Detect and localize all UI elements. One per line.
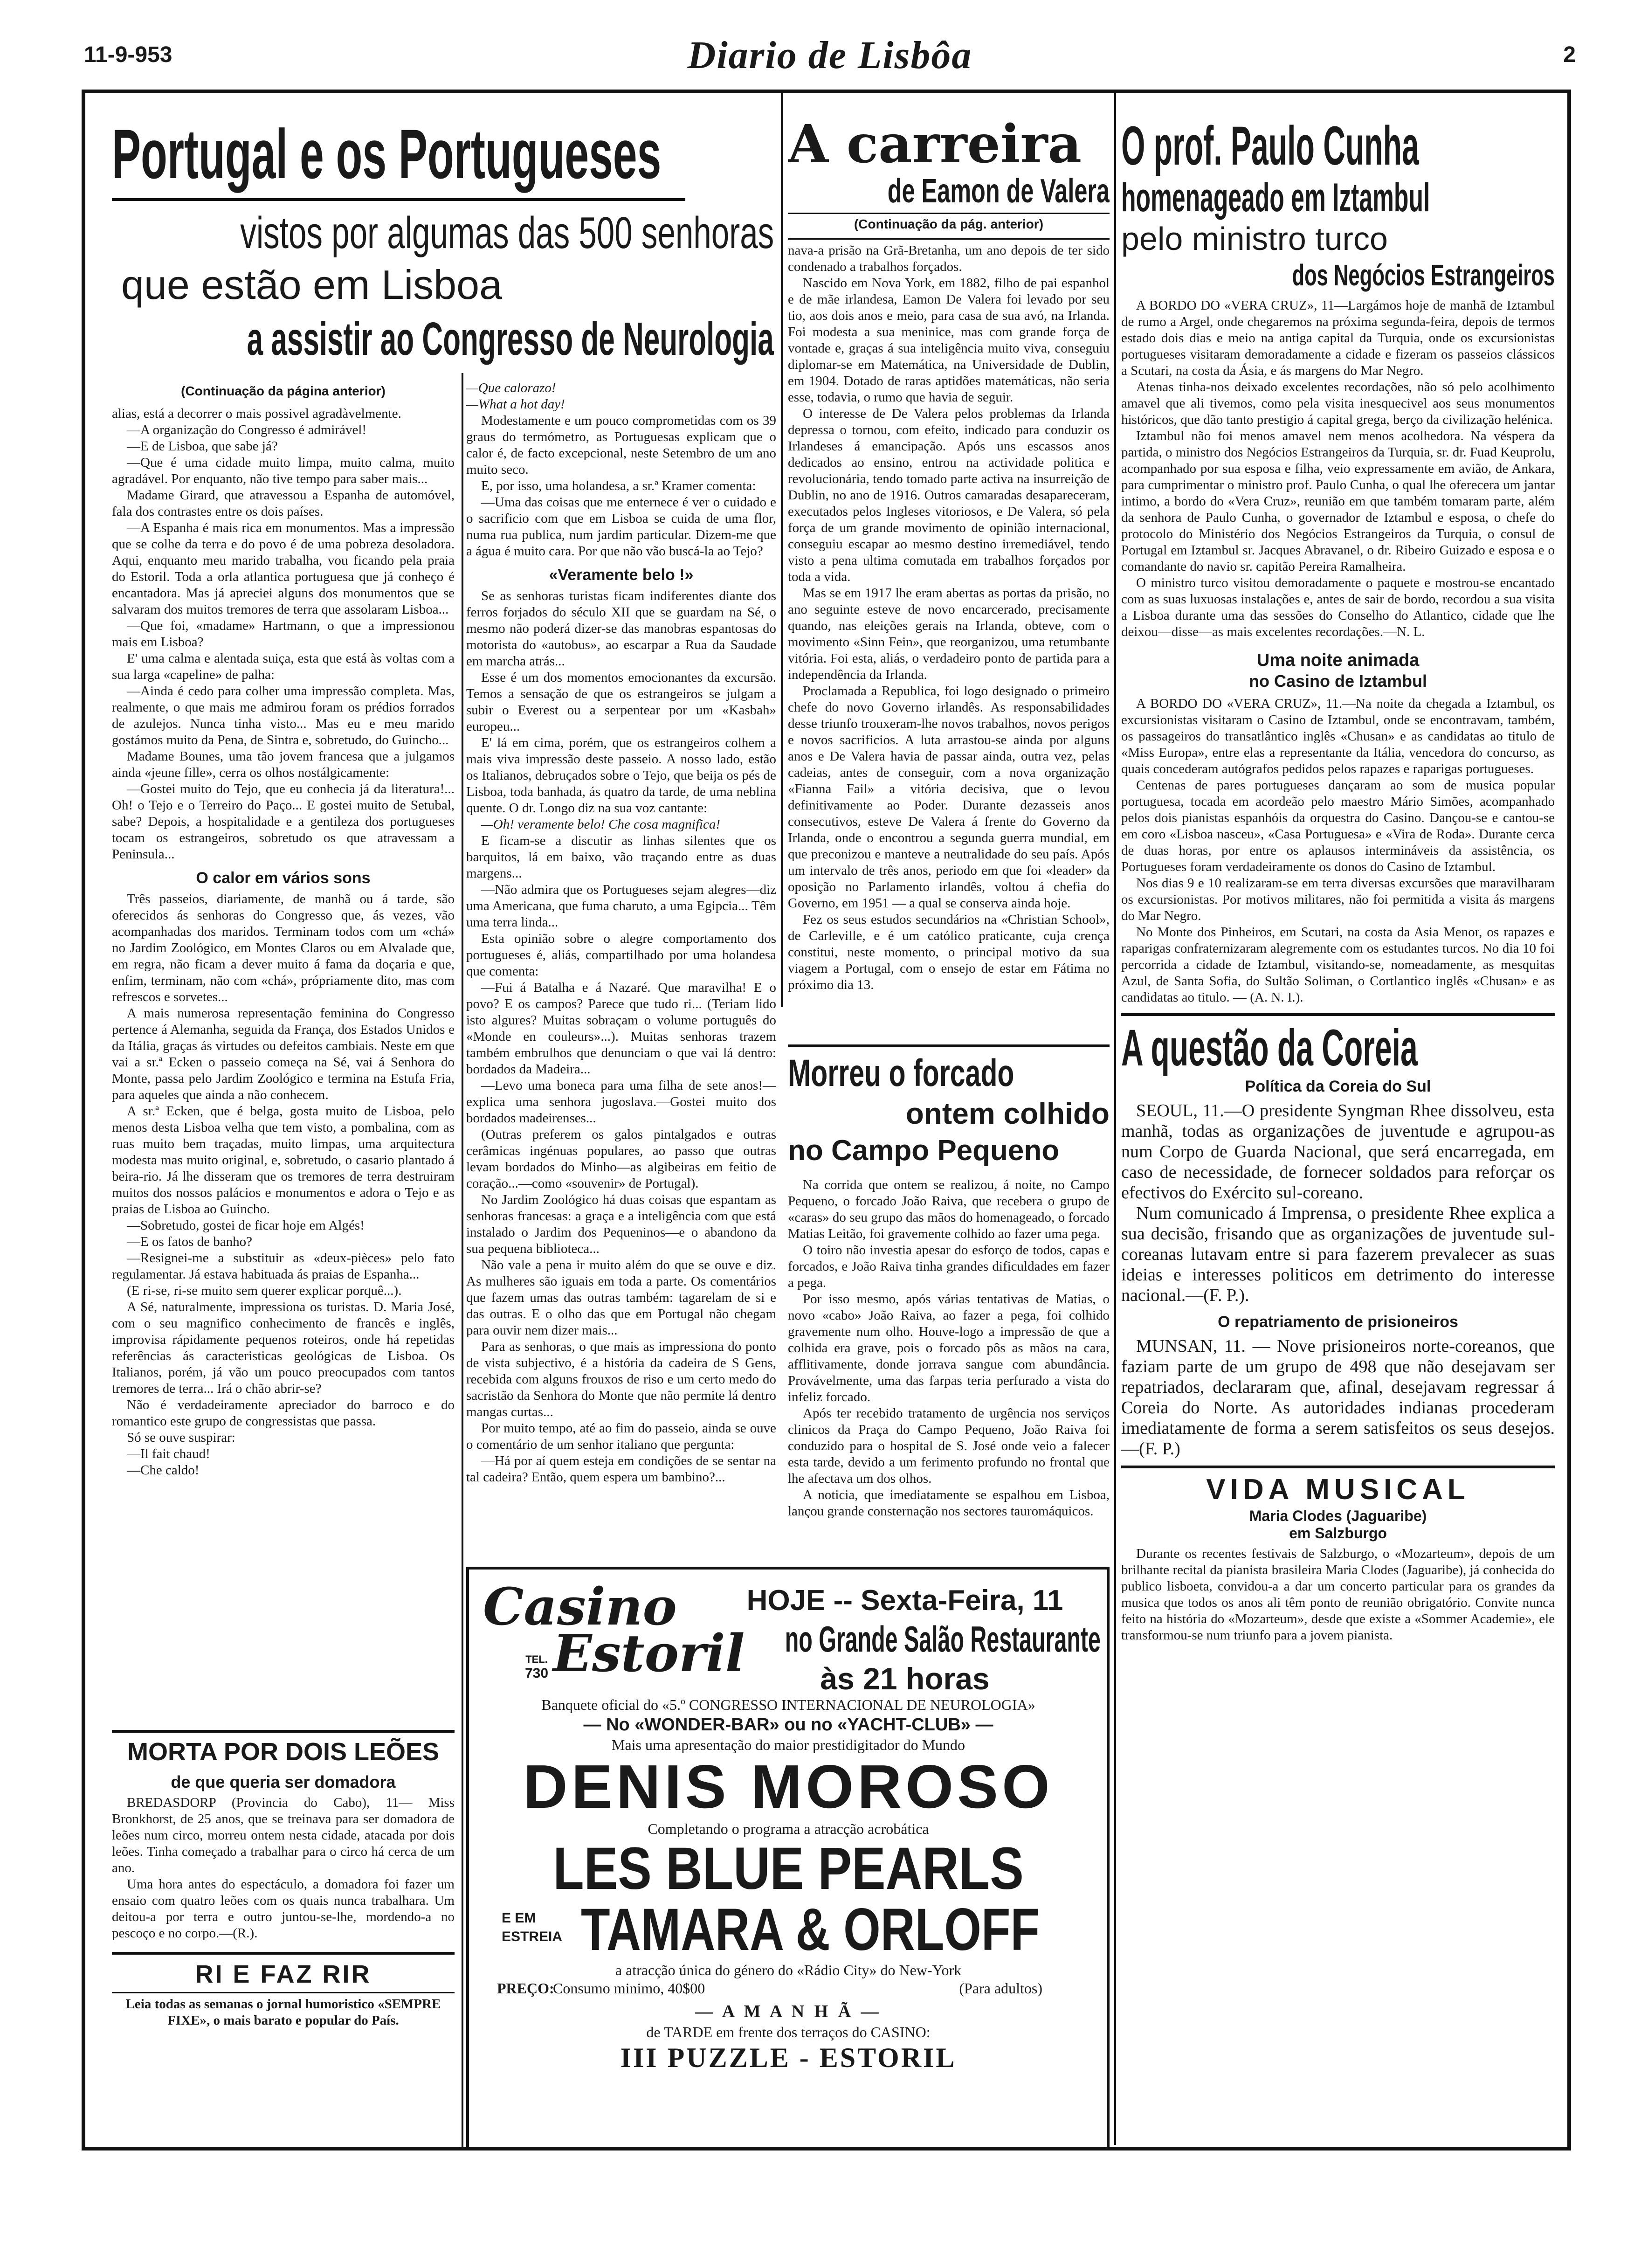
paragraph: A BORDO DO «VERA CRUZ», 11.—Na noite da chegada a Iztambul, os excursionistas visitaram o Casino de Iztambul, onde se encontravam, também, os passageiros do transatlântico inglês «Chusan» e as candidatas ao titulo de «Miss Europa», entre elas a representante da Itália, vencedora do concurso, as quais concederam autógrafos pedidos pelos rapazes e raparigas portugueses. <box>1121 696 1555 776</box>
paragraph: —Gostei muito do Tejo, que eu conhecia já da literatura!... Oh! o Tejo e o Terreiro do Paço... E gostei muito de Setubal, sabe? Depois, a hospitalidade e a gentileza dos portugueses tocam os estrangeiros, sobretudo os que atravessam a Peninsula... <box>112 781 455 862</box>
tomorrow-line: — A M A N H Ã — <box>695 2002 882 2021</box>
paragraph: Modestamente e um pouco comprometidas com os 39 graus do termómetro, as Portuguesas explicam que o calor é, de facto excepcional, neste Setembro de um ano muito seco. <box>466 413 776 477</box>
cunha-headline-3: pelo ministro turco <box>1121 221 1388 257</box>
divider <box>112 1952 455 1955</box>
paragraph: —Che caldo! <box>127 1463 200 1478</box>
paragraph: O interesse de De Valera pelos problemas da Irlanda depressa o tornou, com efeito, indicado para conduzir os Irlandeses á emancipação. Após uns escassos anos dedicados ao ensino, entrou na actividade politica e revolucionária, tendo tomado parte activa na insurreição de Dublin, no ano de 1916. Outros camaradas desapareceram, executados pelos Ingleses vitoriosos, e De Valera, só pela força de um grande movimento de opinião internacional, conseguiu escapar ao mesmo destino irremediável, tendo visto a pena ultima comutada em trabalhos forçados por toda a vida. <box>788 406 1110 584</box>
repatriamento-subhead: O repatriamento de prisioneiros <box>1218 1313 1458 1331</box>
cunha-headline-1: O prof. Paulo Cunha <box>1121 117 1419 177</box>
act-blue-pearls: LES BLUE PEARLS <box>553 1835 1024 1902</box>
paragraph: (E ri-se, ri-se muito sem querer explicar porquê...). <box>127 1283 402 1298</box>
headline-rule <box>112 198 685 201</box>
section-subhead: O calor em vários sons <box>196 869 371 887</box>
paragraph: BREDASDORP (Provincia do Cabo), 11— Miss Bronkhorst, de 25 anos, que se treinava para ser domadora de leões num circo, morreu ontem nesta cidade, atacada por dois leões. Tinha começado a trabalhar para o circo há cerca de um ano. <box>112 1795 455 1875</box>
paragraph: alias, está a decorrer o mais possivel agradàvelmente. <box>112 406 401 421</box>
ad-program <box>478 1695 1098 2074</box>
paragraph: —Há por aí quem esteja em condições de se sentar na tal cadeira? Então, quem espera um bambino?... <box>466 1453 776 1485</box>
paragraph: —A Espanha é mais rica em monumentos. Mas a impressão que se colhe da terra e do povo é de uma pobreza desoladora. Aqui, enquanto meu marido trabalha, vou ficando pela praia do Estoril. Toda a orla atlantica portuguesa que já conheço é encantadora. Mas já apreciei alguns dos monumentos que se salvaram dos muitos tremores de terra que assolaram Lisboa... <box>112 520 455 617</box>
forcado-headline-3: no Campo Pequeno <box>788 1134 1060 1167</box>
paragraph: Madame Bounes, uma tão jovem francesa que a julgamos ainda «jeune fille», cerra os olhos nostálgicamente: <box>112 749 455 780</box>
paragraph: —Resignei-me a substituir as «deux-pièces» pelo fato regulamentar. Já estava habituada ás praias de Espanha... <box>112 1251 455 1282</box>
telephone-label: TEL. <box>525 1653 548 1665</box>
paragraph: No Monte dos Pinheiros, em Scutari, na costa da Asia Menor, os rapazes e raparigas confraternizaram alegremente com os estudantes turcos. No dia 10 foi percorrida a cidade de Iztambul, visitando-se, nomeadamente, as mesquitas Azul, de Santa Sofia, do Sultão Soliman, o Cortlantico inglês «Chusan» e as candidatas ao titulo. — (A. N. I.). <box>1121 925 1555 1005</box>
price-value: Consumo minimo, 40$00 <box>553 1980 705 1997</box>
adults-only: (Para adultos) <box>959 1980 1042 1997</box>
paragraph: E, por isso, uma holandesa, a sr.ª Kramer comenta: <box>481 478 756 493</box>
portugal-headline-block <box>112 117 774 378</box>
vida-headline: VIDA MUSICAL <box>1206 1473 1470 1506</box>
forcado-headline-2: ontem colhido <box>905 1097 1110 1130</box>
tomorrow-location: de TARDE em frente dos terraços do CASINO: <box>646 2024 931 2040</box>
radio-city-line: a atracção única do género do «Rádio City» do New-York <box>615 1962 962 1978</box>
paragraph: —Uma das coisas que me enternece é ver o cuidado e o sacrificio com que em Lisboa se cuida de uma flor, numa rua publica, num jardim particular. Dizem-me que a água é muito cara. Por que não vão buscá-la ao Tejo? <box>466 495 776 559</box>
paragraph: Só se ouve suspirar: <box>127 1430 235 1445</box>
paragraph: A noticia, que imediatamente se espalhou em Lisboa, lançou grande consternação nos sectores tauromáquicos. <box>788 1487 1110 1519</box>
paragraph: (Outras preferem os galos pintalgados e outras cerâmicas ingénuas populares, ao passo que outras levam bordados do Minho—as algibeiras em feitio de coração...—como «souvenir» de Portugal). <box>466 1127 776 1191</box>
coreia-headline: A questão da Coreia <box>1121 1019 1418 1077</box>
paragraph: Após ter recebido tratamento de urgência nos serviços clinicos da Praça do Campo Pequeno, João Raiva foi conduzido para o hospital de S. José onde veio a falecer esta tarde, devido a um ferimento profundo no frontal que lhe afectava um dos olhos. <box>788 1406 1110 1486</box>
paragraph: A mais numerosa representação feminina do Congresso pertence á Alemanha, seguida da França, dos Estados Unidos e da Itália, graças ás virtudes ou defeitos cambiais. Neste em que vai a sr.ª Ecken o passeio começa na Sé, vai á Senhora do Monte, passa pelo Jardim Zoológico e termina na Estufa Fria, para aqueles que ainda a não conhecem. <box>112 1006 455 1102</box>
event-venue: no Grande Salão Restaurante <box>785 1618 1101 1660</box>
paragraph: Esta opinião sobre o alegre comportamento dos portugueses é, aliás, compartilhado por uma holandesa que comenta: <box>466 931 776 979</box>
paragraph: SEOUL, 11.—O presidente Syngman Rhee dissolveu, esta manhã, todas as organizações de juventude e agrupou-as num Corpo de Guarda Nacional, que será encarregada, em caso de necessidade, de fornecer soldados para reforçar os efectivos do Exército sul-coreano. <box>1121 1101 1555 1203</box>
headliner-name: DENIS MOROSO <box>523 1752 1054 1821</box>
portugal-headline: Portugal e os Portugueses <box>112 117 662 193</box>
forcado-article <box>788 1040 1110 1562</box>
divider <box>1121 1013 1555 1016</box>
paragraph: —Sobretudo, gostei de ficar hoje em Algés! <box>127 1218 365 1233</box>
section-subhead: «Veramente belo !» <box>549 566 694 584</box>
continuation-note: (Continuação da pág. anterior) <box>854 217 1044 231</box>
cunha-headline-4: dos Negócios Estrangeiros <box>1292 258 1555 292</box>
cunha-headline-2: homenageado em Iztambul <box>1121 175 1430 220</box>
col4 <box>1121 117 1555 2145</box>
paragraph: —Ainda é cedo para colher uma impressão completa. Mas, realmente, o que mais me admirou foram os prédios forrados de azulejos. Nunca tinha visto... Mas eu e meu marido gostámos muito da Pena, de Sintra e, sobretudo, do Guincho... <box>112 684 455 747</box>
portugal-subhead-2: que estão em Lisboa <box>121 262 503 308</box>
paragraph: Uma hora antes do espectáculo, a domadora foi fazer um ensaio com quatro leões com os quais nunca trabalhara. Um deitou-a por terra e outro juntou-se-lhe, mordendo-a no pescoço e no corpo.—(R.). <box>112 1877 455 1941</box>
paragraph: Por muito tempo, até ao fim do passeio, ainda se ouve o comentário de um senhor italiano que pergunta: <box>466 1421 776 1452</box>
paragraph: Num comunicado á Imprensa, o presidente Rhee explica a sua decisão, frisando que as organizações de juventude sul-coreanas lutavam entre si para fazerem prevalecer as suas ideias e interesses politicos em detrimento do interesse nacional.—(F. P.). <box>1121 1203 1555 1305</box>
valera-headline-1: A carreira <box>788 117 1082 175</box>
paragraph: A sr.ª Ecken, que é belga, gosta muito de Lisboa, pelo menos desta Lisboa velha que tem visto, a pombalina, com as ruas muito bem traçadas, muito limpas, uma arquitectura modesta mas muito original, e, sobretudo, o casario plantado á beira-rio. Já lhe disseram que os tremores de terra destruiram muitos dos nossos palácios e monumentos e adora o Tejo e as praias de Lisboa ao Guincho. <box>112 1104 455 1217</box>
paragraph: Por isso mesmo, após várias tentativas de Matias, o novo «cabo» João Raiva, ao fazer a pega, foi colhido gravemente num olho. Houve-logo a impressão de que a colhida era grave, pois o forcado pôs as mãos na cara, afflitivamente, donde jorrava sangue com abundância. Provávelmente, uma das farpas teria perfurado a vista do infeliz forcado. <box>788 1292 1110 1404</box>
paragraph: Mas se em 1917 lhe eram abertas as portas da prisão, no ano seguinte esteve de novo encarcerado, precisamente quando, nas eleições gerais na Irlanda, obteve, com o movimento «Sinn Fein», que reorganizou, uma retumbante vitória. Foi esta, aliás, o verdadeiro ponto de partida para a independência da Irlanda. <box>788 586 1110 682</box>
coreia-subhead: Política da Coreia do Sul <box>1245 1078 1431 1095</box>
rir-headline: RI E FAZ RIR <box>195 1960 372 1988</box>
paragraph: —E de Lisboa, que sabe já? <box>127 439 278 454</box>
paragraph: nava-a prisão na Grã-Bretanha, um ano depois de ter sido condenado a trabalhos forçados. <box>788 243 1110 274</box>
morta-subhead: de que queria ser domadora <box>171 1772 396 1791</box>
paragraph: E' lá em cima, porém, que os estrangeiros colhem a mais viva impressão deste passeio. A nosso lado, estão os Italianos, debruçados sobre o Tejo, que beija os pés de Lisboa, toda banhada, ás quatro da tarde, de uma neblina quente. O dr. Longo diz na sua voz cantante: <box>466 735 776 816</box>
telephone-number: 730 <box>525 1666 549 1681</box>
column-rule <box>1114 93 1116 2145</box>
price-label: PREÇO: <box>497 1980 554 1997</box>
noite-subhead: no Casino de Iztambul <box>1248 671 1427 691</box>
paragraph: —Fui á Batalha e á Nazaré. Que maravilha! E o povo? E os campos? Parece que tudo ri... (Teriam lido isto algures? Muitas sobraçam o volume português do «Monde en couleurs»...). Muitas senhoras trazem também embrulhos que denunciam o que vai lá dentro: bordados da Madeira... <box>466 980 776 1077</box>
paragraph: Não é verdadeiramente apreciador do barroco e do romantico este grupo de congressistas que passa. <box>112 1397 455 1429</box>
paragraph: —Que é uma cidade muito limpa, muito calma, muito agradável. Por enquanto, não tive tempo para saber mais... <box>112 455 455 486</box>
divider <box>1121 1466 1555 1468</box>
paragraph: —Não admira que os Portugueses sejam alegres—diz uma Americana, que fuma charuto, a uma Egipcia... Têm uma terra linda... <box>466 882 776 930</box>
paragraph: Três passeios, diariamente, de manhã ou á tarde, são oferecidos ás senhoras do Congresso que, ás vezes, vão acompanhadas dos maridos. Terminam todos com um «chá» no Jardim Zoológico, em Montes Claros ou em Alvalade que, em regra, não ficam a dever muito á fama da doçaria e que, enfim, terminam, não com «chá», própriamente dito, mas com refrescos e sorvetes... <box>112 892 455 1004</box>
logo-casino: Casino <box>483 1577 677 1637</box>
paragraph: Fez os seus estudos secundários na «Christian School», de Carleville, e é um católico praticante, cuja crença constitui, neste momento, o principal motivo da sua viagem a Portugal, com o ensejo de estar em Fátima no próximo dia 13. <box>788 912 1110 992</box>
acrobatic-line: Completando o programa a atracção acrobática <box>648 1820 929 1837</box>
paragraph: Esse é um dos momentos emocionantes da excursão. Temos a sensação de que os estrangeiros se julgam a subir o Everest ou a serpentear por um «Kasbah» europeu... <box>466 670 776 734</box>
portugal-article-col2 <box>466 380 776 1564</box>
price-line <box>478 1980 1098 2000</box>
logo-estoril: Estoril <box>553 1623 745 1683</box>
paragraph: E' uma calma e alentada suiça, esta que está às voltas com a sua larga «capeline» de palha: <box>112 651 455 682</box>
paragraph: —What a hot day! <box>466 397 565 412</box>
paragraph: Nascido em Nova York, em 1882, filho de pai espanhol e de mãe irlandesa, Eamon De Valera foi levado por seu tio, aos dois anos e meio, para casa de sua avó, na Irlanda. Foi modesta a sua meninice, mas com grande força de vontade e, graças á sua inteligência muito viva, conseguiu diplomar-se em Matemática, na Universidade de Dublin, em 1904. Dotado de raras aptidões matemáticas, não seria esse, todavia, o rumo que havia de seguir. <box>788 276 1110 405</box>
paragraph: O toiro não investia apesar do esforço de todos, capas e forcados, e João Raiva tinha grandes dificuldades em fazer a pega. <box>788 1243 1110 1290</box>
event-time: às 21 horas <box>820 1661 990 1696</box>
paragraph: —Levo uma boneca para uma filha de sete anos!—explica uma senhora jugoslava.—Gostei muito dos bordados madeirenses... <box>466 1078 776 1126</box>
paragraph: Centenas de pares portugueses dançaram ao som de musica popular portuguesa, tocada em acordeão pelo maestro Mário Simões, acompanhado pelos dois pianistas espanhóis da orquestra do Casino. Dançou-se e cantou-se em coro «Lisboa nasceu», «Casa Portuguesa» e «Vira de Roda». Durante cerca de duas horas, por entre os aplausos intermináveis da assistência, os Portugueses foram verdadeiramente os donos do Casino de Iztambul. <box>1121 778 1555 874</box>
divider <box>788 238 1110 240</box>
divider <box>112 1992 455 1993</box>
casino-estoril-advertisement <box>466 1567 1110 2150</box>
premiere-label-2: ESTREIA <box>502 1929 563 1944</box>
paragraph: MUNSAN, 11. — Nove prisioneiros norte-coreanos, que faziam parte de um grupo de 498 que não desejavam ser repatriados, declararam que, afinal, desejavam regressar á Coreia do Norte. As autoridades indianas procederam imediatamente de forma a serem satisfeitos os seus desejos.—(F. P.) <box>1121 1336 1555 1459</box>
paragraph: Proclamada a Republica, foi logo designado o primeiro chefe do novo Governo irlandês. As responsabilidades desse triunfo trouxeram-lhe novos trabalhos, novos perigos e novos sacrificios. A luta arrastou-se ainda por alguns anos e De Valera havia de passar ainda, outra vez, pelas cadeias, antes de conseguir, com a nova organização «Fianna Fail» a vitória decisiva, que o levou definitivamente ao Poder. Durante dezasseis anos consecutivos, esteve De Valera á frente do Governo da Irlanda, onde o encontrou a segunda guerra mundial, em que preconizou e manteve a neutralidade do seu país. Após um intervalo de três anos, periodo em que foi «leader» da oposição no Parlamento irlandês, voltou á chefia do Governo, em 1951 — a qual se conserva ainda hoje. <box>788 684 1110 911</box>
puzzle-estoril: III PUZZLE - ESTORIL <box>620 2042 957 2073</box>
column-rule <box>781 93 783 1007</box>
paragraph: Na corrida que ontem se realizou, á noite, no Campo Pequeno, o forcado João Raiva, que recebera o grupo de «caras» do seu grupo das mãos do homenageado, o forcado Matias Leitão, foi gravemente colhido ao fazer uma pega. <box>788 1177 1110 1241</box>
paragraph: Não vale a pena ir muito além do que se ouve e diz. As mulheres são iguais em toda a parte. Os comentários que fazem umas das outras também: tagarelam de si e das outras. E o olho das que em Portugal não chegam para ouvir nem dizer mais... <box>466 1258 776 1338</box>
event-date: HOJE -- Sexta-Feira, 11 <box>746 1584 1063 1617</box>
paragraph: Se as senhoras turistas ficam indiferentes diante dos ferros forjados do século XII que se guardam na Sé, o mesmo não poderá dizer-se das manobras espantosas do motorista do «autobus», ao escarpar a Rua da Saudade em marcha atrás... <box>466 588 776 669</box>
portugal-subhead-1: vistos por algumas das 500 senhoras <box>240 208 774 258</box>
continuation-note: (Continuação da página anterior) <box>181 384 386 398</box>
paragraph: —E os fatos de banho? <box>127 1234 252 1249</box>
morta-headline: MORTA POR DOIS LEÕES <box>127 1738 440 1766</box>
bars-line: — No «WONDER-BAR» ou no «YACHT-CLUB» — <box>583 1715 993 1735</box>
paragraph: E ficam-se a discutir as linhas silentes que os barquitos, lá em baixo, vão traçando entre as duas margens... <box>466 833 776 881</box>
paragraph: Madame Girard, que atravessou a Espanha de automóvel, fala dos contrastes entre os dois países. <box>112 488 455 519</box>
casino-logo <box>483 1577 745 1691</box>
masthead <box>84 33 1576 89</box>
newspaper-title: Diario de Lisbôa <box>687 34 972 77</box>
paragraph: Iztambul não foi menos amavel nem menos acolhedora. Na véspera da partida, o ministro dos Negócios Estrangeiros da Turquia, sr. dr. Fuad Keuprolu, acompanhado por sua esposa e filha, veio expressamente em avião, de Ankara, para cumprimentar o ministro prof. Paulo Cunha, o qual lhe oferecera um jantar intimo, a bordo do «Vera Cruz», reunião em que também tomaram parte, além da senhora de Paulo Cunha, o governador de Iztambul e esposa, o chefe do protocolo do Ministério dos Negócios Estrangeiros da Turquia, o consul de Portugal em Iztambul sr. Jacques Abravanel, o dr. Ribeiro Guizado e esposa e o comandante do navio sr. capitão Pereira Ramalheira. <box>1121 429 1555 574</box>
paragraph: —Que calorazo! <box>466 380 556 395</box>
paragraph: —Que foi, «madame» Hartmann, o que a impressionou mais em Lisboa? <box>112 618 455 650</box>
portugal-article-col1 <box>112 380 455 1723</box>
vida-subhead-1: Maria Clodes (Jaguaribe) <box>1249 1507 1427 1524</box>
telephone <box>525 1653 548 1681</box>
issue-date: 11-9-953 <box>84 42 172 67</box>
premiere-label-1: E EM <box>502 1910 536 1926</box>
forcado-headline-1: Morreu o forcado <box>788 1052 1014 1094</box>
banquet-line: Banquete oficial do «5.º CONGRESSO INTERNACIONAL DE NEUROLOGIA» <box>541 1696 1035 1713</box>
valera-headline-2: de Eamon de Valera <box>887 173 1110 210</box>
portugal-subhead-3: a assistir ao Congresso de Neurologia <box>247 313 774 365</box>
paragraph: Para as senhoras, o que mais as impressiona do ponto de vista subjectivo, é a história da cadeira de S Gens, recebida com alguns frouxos de riso e um certo medo do sacristão da Senhora do Monte que não permite lá dentro mangas curtas... <box>466 1339 776 1419</box>
morta-article <box>112 1725 455 2145</box>
tamara-line <box>478 1896 1098 1963</box>
paragraph: A BORDO DO «VERA CRUZ», 11—Largámos hoje de manhã de Iztambul de rumo a Argel, onde chegaremos na próxima segunda-feira, depois de termos estado dois dias e meio na antiga capital da Turquia, onde os excursionistas portugueses visitaram demoradamente a cidade e fizeram os passeios clássicos a Scutari, na costa da Ásia, e ás margens do Mar Negro. <box>1121 298 1555 378</box>
event-info <box>711 1583 1101 1697</box>
noite-headline: Uma noite animada <box>1256 650 1420 670</box>
paragraph: —Il fait chaud! <box>127 1446 210 1461</box>
column-rule <box>462 373 463 2150</box>
vida-subhead-2: em Salzburgo <box>1289 1525 1387 1542</box>
page-number: 2 <box>1563 42 1576 67</box>
paragraph: Durante os recentes festivais de Salzburgo, o «Mozarteum», depois de um brilhante recital da pianista brasileira Maria Clodes (Jaguaribe), já conhecida do publico lisboeta, convidou-a a dar um concerto particular para os grandes da musica que todos os anos ali têm ponto de reunião obrigatório. Convite nunca feito na história do «Mozarteum», desde que existe a «Sommer Academie», ele transformou-se num triunfo para a jovem pianista. <box>1121 1546 1555 1643</box>
presentation-line: Mais uma apresentação do maior prestidigitador do Mundo <box>611 1736 965 1753</box>
act-tamara-orloff: TAMARA & ORLOFF <box>581 1896 1040 1963</box>
paragraph: Nos dias 9 e 10 realizaram-se em terra diversas excursões que maravilharam os excursionistas. Por motivos militares, não foi permitida a visita ás margens do Mar Negro. <box>1121 876 1555 923</box>
paragraph: A Sé, naturalmente, impressiona os turistas. D. Maria José, com o seu magnifico conhecimento de francês e inglês, improvisa rápidamente pequenos roteiros, onde há repetidas referências ás caracteristicas geológicas de Lisboa. Os Italianos, porém, já vão um pouco preocupados com tantos tremores de terra... Irá o chão abrir-se? <box>112 1300 455 1396</box>
paragraph: —Oh! veramente belo! Che cosa magnifica! <box>481 817 721 832</box>
divider <box>112 1730 455 1733</box>
rir-text: Leia todas as semanas o jornal humoristico «SEMPRE FIXE», o mais barato e popular do País. <box>125 1997 441 2028</box>
paragraph: —A organização do Congresso é admirável! <box>127 422 367 437</box>
premiere-label <box>502 1909 562 1946</box>
paragraph: Atenas tinha-nos deixado excelentes recordações, não só pelo acolhimento amavel que ali tivemos, como pela visita inesquecivel aos seus monumentos históricos, que dão tanto prestigio á capital grega, berço da civilização helénica. <box>1121 380 1555 427</box>
divider <box>788 1044 1110 1047</box>
divider <box>788 213 1110 214</box>
paragraph: O ministro turco visitou demoradamente o paquete e mostrou-se encantado com as suas luxuosas instalações e, antes de sair de bordo, recordou a sua visita a Lisboa durante uma das sessões do Conselho do Atlantico, cidade que lhe deixou—disse—as mais excelentes recordações.—N. L. <box>1121 575 1555 639</box>
paragraph: No Jardim Zoológico há duas coisas que espantam as senhoras francesas: a graça e a inteligência com que está instalado o Jardim dos Pequeninos—e o abandono da sua pequena biblioteca... <box>466 1192 776 1256</box>
